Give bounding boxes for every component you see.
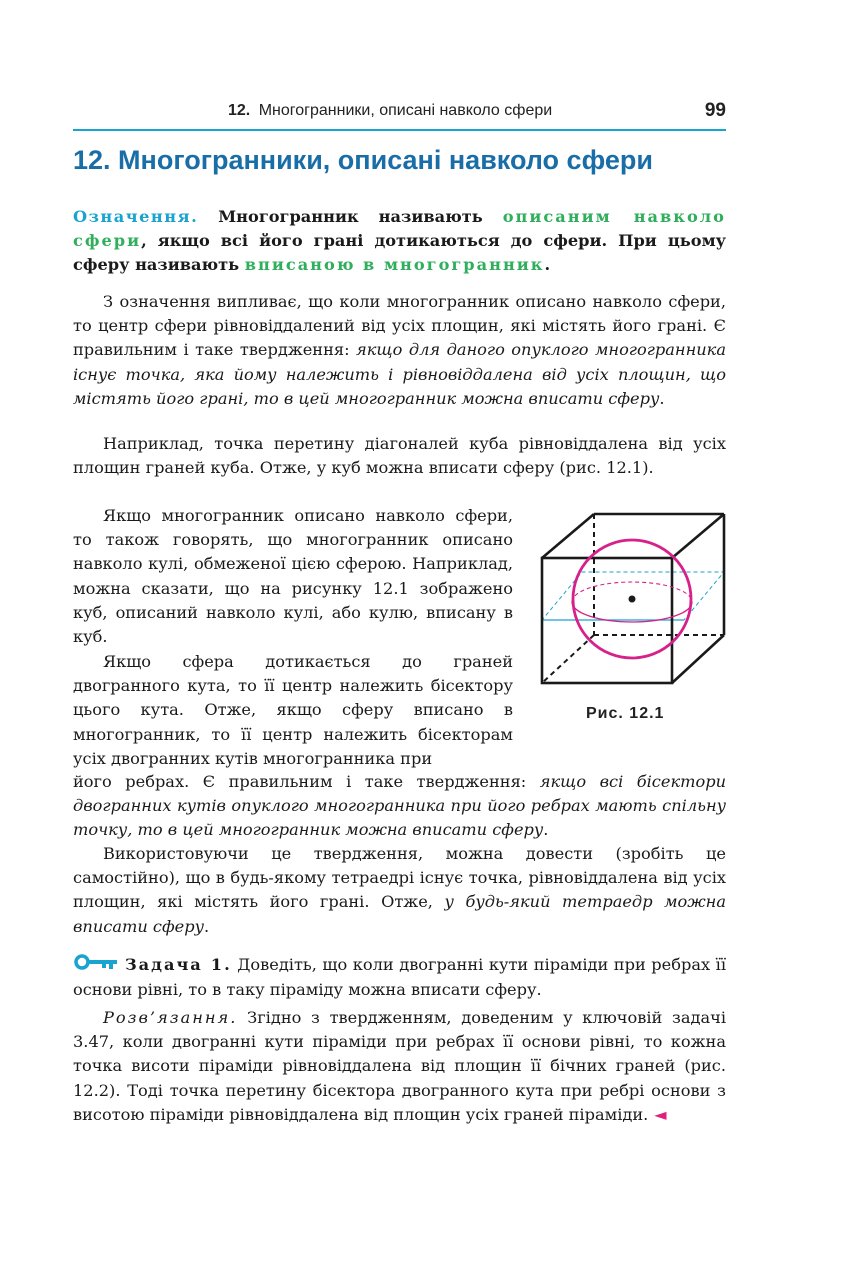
definition-block — [73, 205, 726, 278]
definition-term-2: вписаною в многогранник — [244, 255, 545, 275]
paragraph-1-plain: З означення випливає, що коли многогранник описано навколо сфери, то центр сфери рівновіддалений від усіх площин, які містять його грані. Є правильним і таке твердження: — [73, 292, 726, 360]
figure-cube-inscribed-sphere — [538, 510, 728, 688]
edge-top-left — [542, 514, 594, 558]
edge-bottom-right — [672, 635, 724, 683]
equator-front — [572, 602, 692, 622]
solution-text: Згідно з твердженням, доведеним у ключовій задачі 3.47, коли двогранні кути піраміди при ребрах її основи рівні, то кожна точка висоти піраміди рівновіддалена від площин її бічних граней (рис. 12.2). Тоді точка перетину бісектора двогранного кута при ребрі основи з висотою піраміди рівновіддалена від площин усіх граней піраміди. — [73, 1008, 726, 1124]
end-of-proof-mark: ◄ — [654, 1104, 667, 1124]
header-divider — [73, 129, 726, 131]
paragraph-4-end: . — [543, 820, 549, 840]
cube-diagram — [538, 510, 728, 688]
definition-text-2: , якщо всі його грані дотикаються до сфери. При цьому сферу називають — [73, 231, 726, 275]
paragraph-1-end: . — [659, 388, 665, 408]
paragraph-2: Наприклад, точка перетину діагоналей куба рівновіддалена від усіх площин граней куба. Отже, у куб можна вписати сферу (рис. 12.1). — [73, 434, 726, 478]
paragraph-5-end: . — [203, 916, 210, 936]
paragraph-5 — [73, 842, 726, 939]
paragraph-1-italic: якщо для даного опуклого многогранника існує точка, яка йому належить і рівновіддалена від усіх площин, що містять його грані, то в цей многогранник можна вписати сферу — [73, 340, 726, 408]
edge-top-right — [672, 514, 724, 558]
solution-label: Розв’язання. — [103, 1008, 238, 1027]
paragraph-4-part-2: його ребрах. Є правильним і таке твердження: якщо всі бісектори двогранних кутів опуклого многогранника при його ребрах мають спільну точку, то в цей многогранник можна вписати сферу. — [73, 772, 726, 840]
definition-text-1: Многогранник називають — [198, 207, 503, 226]
solution-block — [73, 1006, 726, 1127]
paragraph-4-part-1: Якщо сфера дотикається до граней двогранного кута, то її центр належить бісектору цього кута. Отже, якщо сферу вписано в многогранник, то її центр належить бісекторам усіх двогранних кутів многогранника при — [73, 652, 513, 768]
running-header — [73, 100, 726, 128]
definition-term-1: описаним навколо сфери — [73, 207, 726, 251]
header-section-number: 12. — [228, 102, 251, 119]
paragraph-1 — [73, 290, 726, 411]
paragraph-5-plain: Використовуючи це твердження, можна довести (зробіть це самостійно), що в будь-якому тетраедрі існує точка, рівновіддалена від усіх площин, які містять його грані. Отже, — [73, 844, 726, 912]
figure-caption: Рис. 12.1 — [586, 705, 665, 722]
key-icon — [73, 953, 121, 978]
paragraph-3: Якщо многогранник описано навколо сфери, то також говорять, що многогранник описано навколо кулі, обмеженої цією сферою. Наприклад, можна сказати, що на рисунку 12.1 зображено куб, описаний навколо кулі, або кулю, вписану в куб. — [73, 506, 513, 647]
problem-block — [73, 953, 726, 1002]
running-header-title — [228, 102, 552, 120]
sphere-center-point — [629, 596, 636, 603]
paragraph-4-italic: якщо всі бісектори двогранних кутів опуклого многогранника при його ребрах мають спільну точку, то в цей многогранник можна вписати сферу — [73, 772, 726, 840]
chapter-title: 12. Многогранники, описані навколо сфери — [73, 145, 653, 175]
problem-text: Доведіть, що коли двогранні кути піраміди при ребрах її основи рівні, то в таку піраміду можна вписати сферу. — [73, 955, 726, 1000]
page-number: 99 — [704, 100, 726, 121]
definition-label: Означення. — [73, 207, 199, 226]
paragraph-5-italic: у будь-який тетраедр можна вписати сферу — [73, 892, 726, 936]
definition-text-3: . — [544, 255, 551, 275]
hidden-edge-diagonal — [542, 635, 594, 683]
header-section-title: Многогранники, описані навколо сфери — [258, 102, 553, 119]
problem-label: Задача 1. — [125, 955, 232, 975]
